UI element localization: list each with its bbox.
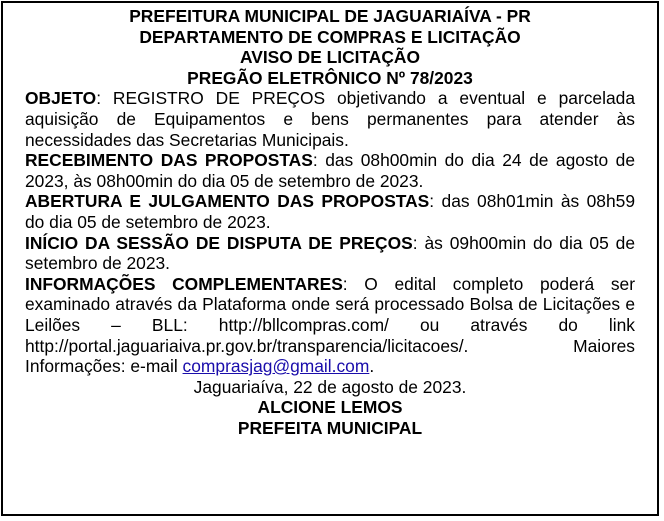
header-line-3: AVISO DE LICITAÇÃO	[239, 47, 421, 68]
informacoes-paragraph	[25, 274, 635, 377]
informacoes-label: INFORMAÇÕES COMPLEMENTARES	[25, 273, 343, 294]
abertura-paragraph	[25, 191, 635, 232]
header-line-4: PREGÃO ELETRÔNICO Nº 78/2023	[187, 67, 473, 88]
objeto-label: OBJETO	[25, 88, 97, 109]
signer-role: PREFEITA MUNICIPAL	[237, 417, 423, 438]
informacoes-text: : O edital completo poderá ser examinado através da Plataforma onde será processado Bolsa de Licitações e Leilões – BLL: http://bllcompras.com/ ou através do link http://portal.jaguariaiva.pr.gov.br/transparencia/licitacoes/.	[25, 273, 635, 356]
maiores-informacoes-suffix: .	[369, 356, 375, 377]
recebimento-text: : das 08h00min do dia 24 de agosto de 2023, às 08h00min do dia 05 de setembro de 2023.	[25, 150, 635, 191]
inicio-text: : às 09h00min do dia 05 de setembro de 2023.	[25, 232, 635, 274]
recebimento-paragraph	[25, 150, 635, 191]
signer-name: ALCIONE LEMOS	[257, 397, 403, 418]
objeto-paragraph	[25, 88, 635, 150]
objeto-text: : REGISTRO DE PREÇOS objetivando a eventual e parcelada aquisição de Equipamentos e bens permanentes para atender às necessidades das Secretarias Municipais.	[25, 88, 635, 150]
inicio-label: INÍCIO DA SESSÃO DE DISPUTA DE PREÇOS	[25, 232, 413, 253]
recebimento-label: RECEBIMENTO DAS PROPOSTAS	[25, 150, 313, 171]
inicio-paragraph	[25, 233, 635, 274]
abertura-text: : das 08h01min às 08h59 do dia 05 de setembro de 2023.	[25, 191, 635, 232]
header-line-1: PREFEITURA MUNICIPAL DE JAGUARIAÍVA - PR	[129, 6, 531, 26]
place-date: Jaguariaíva, 22 de agosto de 2023.	[193, 376, 467, 397]
abertura-label: ABERTURA E JULGAMENTO DAS PROPOSTAS	[25, 191, 430, 212]
notice-box	[1, 1, 659, 516]
maiores-informacoes-prefix: Maiores Informações: e-mail	[25, 335, 635, 377]
header-line-2: DEPARTAMENTO DE COMPRAS E LICITAÇÃO	[139, 26, 521, 47]
email-link[interactable]: comprasjag@gmail.com	[182, 356, 370, 377]
